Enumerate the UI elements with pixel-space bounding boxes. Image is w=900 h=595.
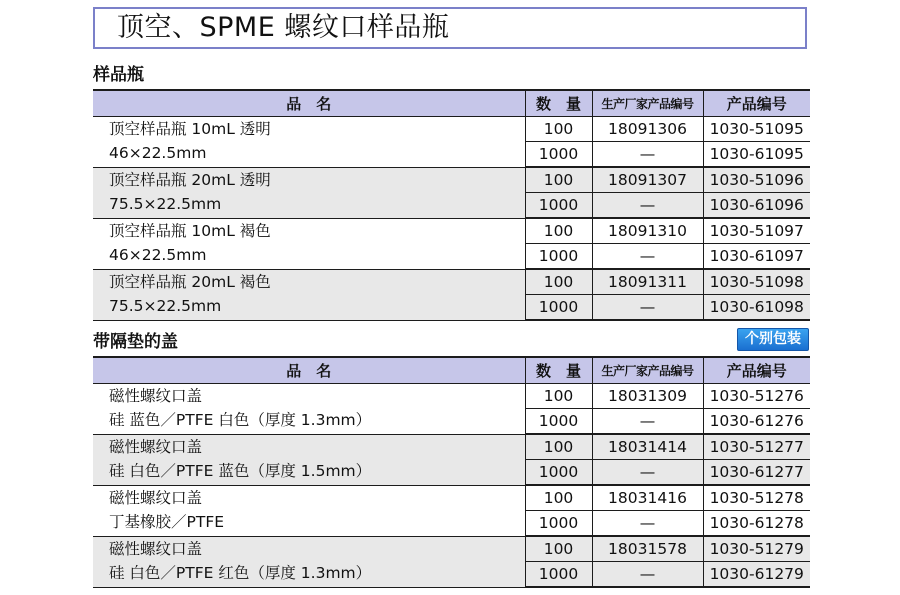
caps-table [93, 356, 810, 588]
product-code-cell: 1030-61279 [703, 562, 810, 588]
page-title-box [93, 7, 807, 49]
product-name-cell [93, 269, 525, 320]
col-header-name: 品 名 [93, 90, 525, 117]
table-row [93, 167, 810, 193]
mfr-code-cell: — [592, 511, 703, 537]
product-code-cell: 1030-61096 [703, 193, 810, 219]
qty-cell: 1000 [525, 244, 592, 270]
qty-cell: 1000 [525, 142, 592, 168]
product-name-cell [93, 167, 525, 218]
mfr-code-cell: — [592, 295, 703, 321]
product-name: 磁性螺纹口盖 [109, 539, 203, 558]
qty-cell: 100 [525, 536, 592, 562]
table-row [93, 485, 810, 511]
product-code-cell: 1030-51096 [703, 167, 810, 193]
table-row [93, 384, 810, 409]
product-name-cell [93, 536, 525, 587]
product-name: 顶空样品瓶 20mL 褐色 [109, 272, 271, 291]
mfr-code-cell: — [592, 460, 703, 486]
product-code-cell: 1030-61278 [703, 511, 810, 537]
qty-cell: 1000 [525, 409, 592, 435]
table-row [93, 218, 810, 244]
product-code-cell: 1030-61097 [703, 244, 810, 270]
page-title: 顶空、SPME 螺纹口样品瓶 [117, 12, 450, 43]
individual-pack-badge: 个别包装 [737, 328, 809, 351]
qty-cell: 1000 [525, 460, 592, 486]
table-row [93, 434, 810, 460]
qty-cell: 100 [525, 434, 592, 460]
qty-cell: 100 [525, 167, 592, 193]
qty-cell: 100 [525, 384, 592, 409]
product-code-cell: 1030-61098 [703, 295, 810, 321]
mfr-code-cell: — [592, 142, 703, 168]
product-code-cell: 1030-61095 [703, 142, 810, 168]
product-code-cell: 1030-51095 [703, 117, 810, 142]
product-code-cell: 1030-51098 [703, 269, 810, 295]
product-name: 顶空样品瓶 10mL 褐色 [109, 221, 271, 240]
qty-cell: 100 [525, 485, 592, 511]
product-spec: 硅 白色／PTFE 蓝色（厚度 1.5mm） [109, 461, 372, 480]
mfr-code-cell: 18091306 [592, 117, 703, 142]
mfr-code-cell: — [592, 409, 703, 435]
col-header-mfr-code: 生产厂家产品编号 [592, 357, 703, 384]
col-header-code: 产品编号 [703, 90, 810, 117]
col-header-code: 产品编号 [703, 357, 810, 384]
product-spec: 75.5×22.5mm [109, 194, 222, 213]
qty-cell: 1000 [525, 193, 592, 219]
qty-cell: 1000 [525, 295, 592, 321]
mfr-code-cell: 18031416 [592, 485, 703, 511]
product-code-cell: 1030-61277 [703, 460, 810, 486]
qty-cell: 100 [525, 218, 592, 244]
mfr-code-cell: 18031414 [592, 434, 703, 460]
mfr-code-cell: — [592, 193, 703, 219]
product-spec: 硅 蓝色／PTFE 白色（厚度 1.3mm） [109, 411, 372, 429]
product-name-cell [93, 117, 525, 168]
product-name: 磁性螺纹口盖 [109, 387, 203, 405]
product-spec: 46×22.5mm [109, 144, 207, 162]
product-spec: 硅 白色／PTFE 红色（厚度 1.3mm） [109, 563, 372, 582]
product-code-cell: 1030-61276 [703, 409, 810, 435]
product-name-cell [93, 384, 525, 435]
mfr-code-cell: 18091311 [592, 269, 703, 295]
section-title-caps: 带隔垫的盖 [93, 332, 178, 352]
product-spec: 46×22.5mm [109, 245, 207, 264]
product-spec: 丁基橡胶／PTFE [109, 512, 225, 531]
section-title-vials: 样品瓶 [93, 65, 144, 85]
product-spec: 75.5×22.5mm [109, 296, 222, 315]
table-row [93, 117, 810, 142]
col-header-name: 品 名 [93, 357, 525, 384]
product-name-cell [93, 218, 525, 269]
mfr-code-cell: — [592, 562, 703, 588]
vials-table [93, 89, 810, 321]
product-name: 顶空样品瓶 20mL 透明 [109, 170, 271, 189]
table-row [93, 536, 810, 562]
product-code-cell: 1030-51276 [703, 384, 810, 409]
product-name-cell [93, 434, 525, 485]
qty-cell: 1000 [525, 562, 592, 588]
mfr-code-cell: 18031309 [592, 384, 703, 409]
product-name-cell [93, 485, 525, 536]
mfr-code-cell: — [592, 244, 703, 270]
mfr-code-cell: 18031578 [592, 536, 703, 562]
table-row [93, 269, 810, 295]
product-name: 磁性螺纹口盖 [109, 437, 203, 456]
mfr-code-cell: 18091307 [592, 167, 703, 193]
product-code-cell: 1030-51279 [703, 536, 810, 562]
col-header-mfr-code: 生产厂家产品编号 [592, 90, 703, 117]
col-header-qty: 数 量 [525, 90, 592, 117]
mfr-code-cell: 18091310 [592, 218, 703, 244]
product-code-cell: 1030-51277 [703, 434, 810, 460]
product-code-cell: 1030-51278 [703, 485, 810, 511]
product-code-cell: 1030-51097 [703, 218, 810, 244]
product-name: 顶空样品瓶 10mL 透明 [109, 120, 271, 138]
product-name: 磁性螺纹口盖 [109, 488, 203, 507]
qty-cell: 100 [525, 269, 592, 295]
qty-cell: 100 [525, 117, 592, 142]
qty-cell: 1000 [525, 511, 592, 537]
col-header-qty: 数 量 [525, 357, 592, 384]
